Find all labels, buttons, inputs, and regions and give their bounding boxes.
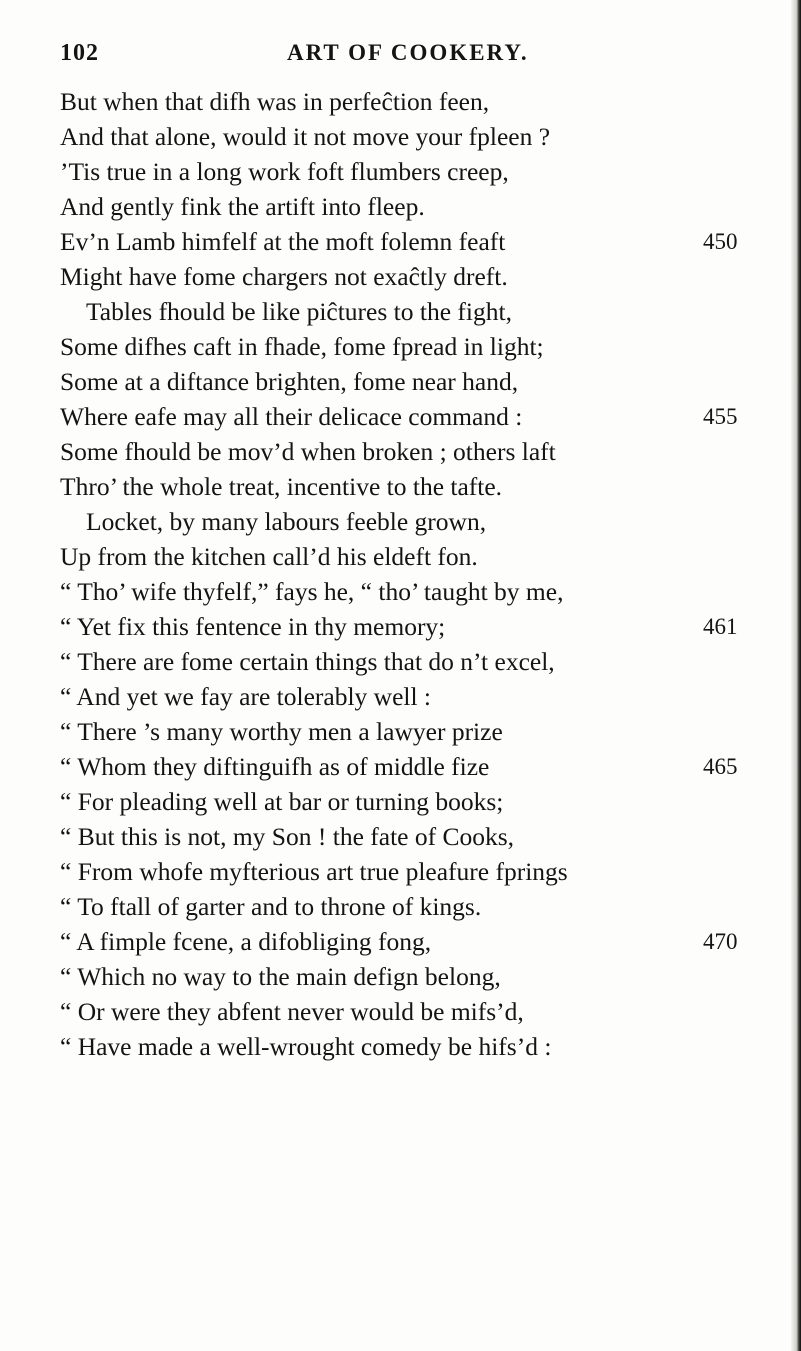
poem-line-text: And that alone, would it not move your fpleen ? <box>60 122 551 151</box>
poem-line-text: But when that difh was in perfeĉtion feen, <box>60 87 490 116</box>
poem-line-text: “ Whom they diftinguifh as of middle fize <box>60 752 490 781</box>
poem-line-text: And gently fink the artift into fleep. <box>60 192 425 221</box>
poem-line <box>60 469 760 504</box>
poem-line <box>60 434 760 469</box>
poem-line <box>60 994 760 1029</box>
poem-line-text: Thro’ the whole treat, incentive to the tafte. <box>60 472 503 501</box>
poem-line <box>60 784 760 819</box>
poem-line <box>60 644 760 679</box>
poem-line-text: Up from the kitchen call’d his eldeft fon. <box>60 542 478 571</box>
poem-line-text: “ Or were they abfent never would be mifs’d, <box>60 997 524 1026</box>
poem-line <box>60 1029 760 1064</box>
poem-line <box>60 714 760 749</box>
poem-line-text: “ Tho’ wife thyfelf,” fays he, “ tho’ taught by me, <box>60 577 564 606</box>
line-number: 455 <box>703 404 738 429</box>
line-number: 465 <box>703 754 738 779</box>
poem-line-text: “ There are fome certain things that do n’t excel, <box>60 647 555 676</box>
poem-line <box>60 924 760 959</box>
poem-line <box>60 84 760 119</box>
running-head: ART OF COOKERY. <box>287 40 529 65</box>
poem-line-text: “ A fimple fcene, a difobliging fong, <box>60 927 432 956</box>
poem-line <box>60 154 760 189</box>
poem-line-text: “ Which no way to the main defign belong, <box>60 962 501 991</box>
poem-line <box>60 189 760 224</box>
poem-line-text: Ev’n Lamb himfelf at the moft folemn feaft <box>60 227 506 256</box>
poem-line-text: “ And yet we fay are tolerably well : <box>60 682 432 711</box>
poem-line-text: Some difhes caft in fhade, fome fpread in light; <box>60 332 544 361</box>
poem-line-text: Some at a diftance brighten, fome near hand, <box>60 367 519 396</box>
poem-line <box>60 504 760 539</box>
poem-text <box>60 84 760 1064</box>
poem-line <box>60 679 760 714</box>
poem-line <box>60 224 760 259</box>
poem-line <box>60 364 760 399</box>
poem-line <box>60 294 760 329</box>
poem-line <box>60 539 760 574</box>
poem-line-text: Might have fome chargers not exaĉtly dreft. <box>60 262 508 291</box>
poem-line <box>60 119 760 154</box>
page-number: 102 <box>60 40 99 66</box>
poem-line-text: “ Yet fix this fentence in thy memory; <box>60 612 446 641</box>
poem-line-text: “ To ftall of garter and to throne of kings. <box>60 892 482 921</box>
poem-line <box>60 329 760 364</box>
poem-line-text: “ Have made a well-wrought comedy be hifs’d : <box>60 1032 552 1061</box>
poem-line <box>60 854 760 889</box>
page-edge <box>791 0 801 1351</box>
poem-line <box>60 609 760 644</box>
poem-line <box>60 749 760 784</box>
poem-line-text: Some fhould be mov’d when broken ; others laft <box>60 437 556 466</box>
poem-line-text: “ From whofe myfterious art true pleafure fprings <box>60 857 568 886</box>
poem-line-text: Locket, by many labours feeble grown, <box>86 507 487 536</box>
poem-line-text: Where eafe may all their delicace command : <box>60 402 523 431</box>
poem-line <box>60 574 760 609</box>
poem-line <box>60 259 760 294</box>
line-number: 470 <box>703 929 738 954</box>
page-header <box>60 40 740 72</box>
poem-line-text: ’Tis true in a long work foft flumbers creep, <box>60 157 509 186</box>
line-number: 461 <box>703 614 738 639</box>
poem-line-text: Tables fhould be like piĉtures to the fight, <box>86 297 512 326</box>
poem-line-text: “ There ’s many worthy men a lawyer prize <box>60 717 503 746</box>
line-number: 450 <box>703 229 738 254</box>
poem-line-text: “ For pleading well at bar or turning books; <box>60 787 504 816</box>
poem-line <box>60 399 760 434</box>
poem-line-text: “ But this is not, my Son ! the fate of Cooks, <box>60 822 515 851</box>
poem-line <box>60 889 760 924</box>
poem-line <box>60 959 760 994</box>
poem-line <box>60 819 760 854</box>
